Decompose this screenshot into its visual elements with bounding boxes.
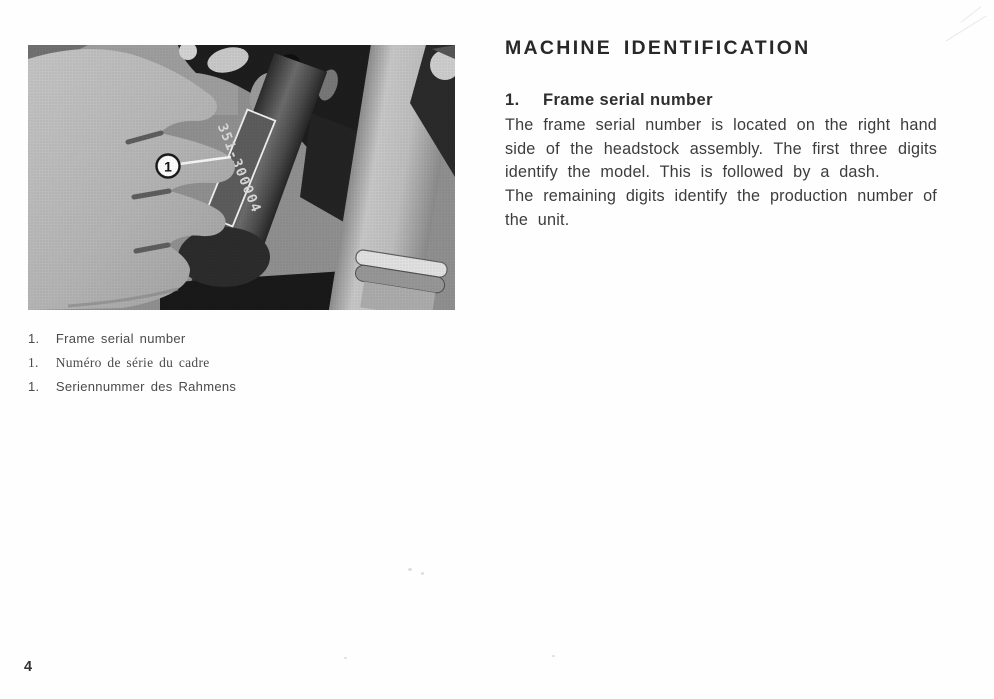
body-text-line: identify the model. This is followed by a dash.	[505, 163, 880, 182]
page-title: MACHINE IDENTIFICATION	[505, 37, 811, 59]
caption-number: 1.	[28, 379, 40, 394]
section-heading	[505, 91, 713, 110]
body-text-line: The remaining digits identify the production number of	[505, 187, 937, 206]
scan-artifact	[945, 15, 986, 41]
scan-artifact	[552, 655, 555, 657]
caption-english	[28, 330, 236, 354]
page-number: 4	[24, 659, 33, 675]
caption-german	[28, 378, 236, 402]
section-number: 1.	[505, 91, 520, 109]
caption-french	[28, 354, 236, 378]
caption-number: 1.	[28, 331, 40, 346]
body-paragraph	[505, 114, 937, 232]
caption-label: Numéro de série du cadre	[55, 355, 210, 370]
caption-label: Seriennummer des Rahmens	[55, 379, 237, 394]
halftone-overlay	[28, 45, 455, 310]
photo-captions	[28, 330, 236, 402]
caption-number: 1.	[28, 355, 39, 370]
scan-artifact	[344, 657, 347, 659]
frame-serial-photo	[28, 45, 455, 310]
body-text-line: the unit.	[505, 210, 570, 229]
body-text-line: side of the headstock assembly. The first three digits	[505, 139, 937, 158]
caption-label: Frame serial number	[55, 331, 186, 346]
scan-artifact	[421, 572, 424, 575]
scan-artifact	[408, 568, 412, 571]
photo-illustration	[28, 45, 455, 310]
section-heading-text: Frame serial number	[543, 91, 713, 109]
body-text-line: The frame serial number is located on the right hand	[505, 116, 937, 134]
